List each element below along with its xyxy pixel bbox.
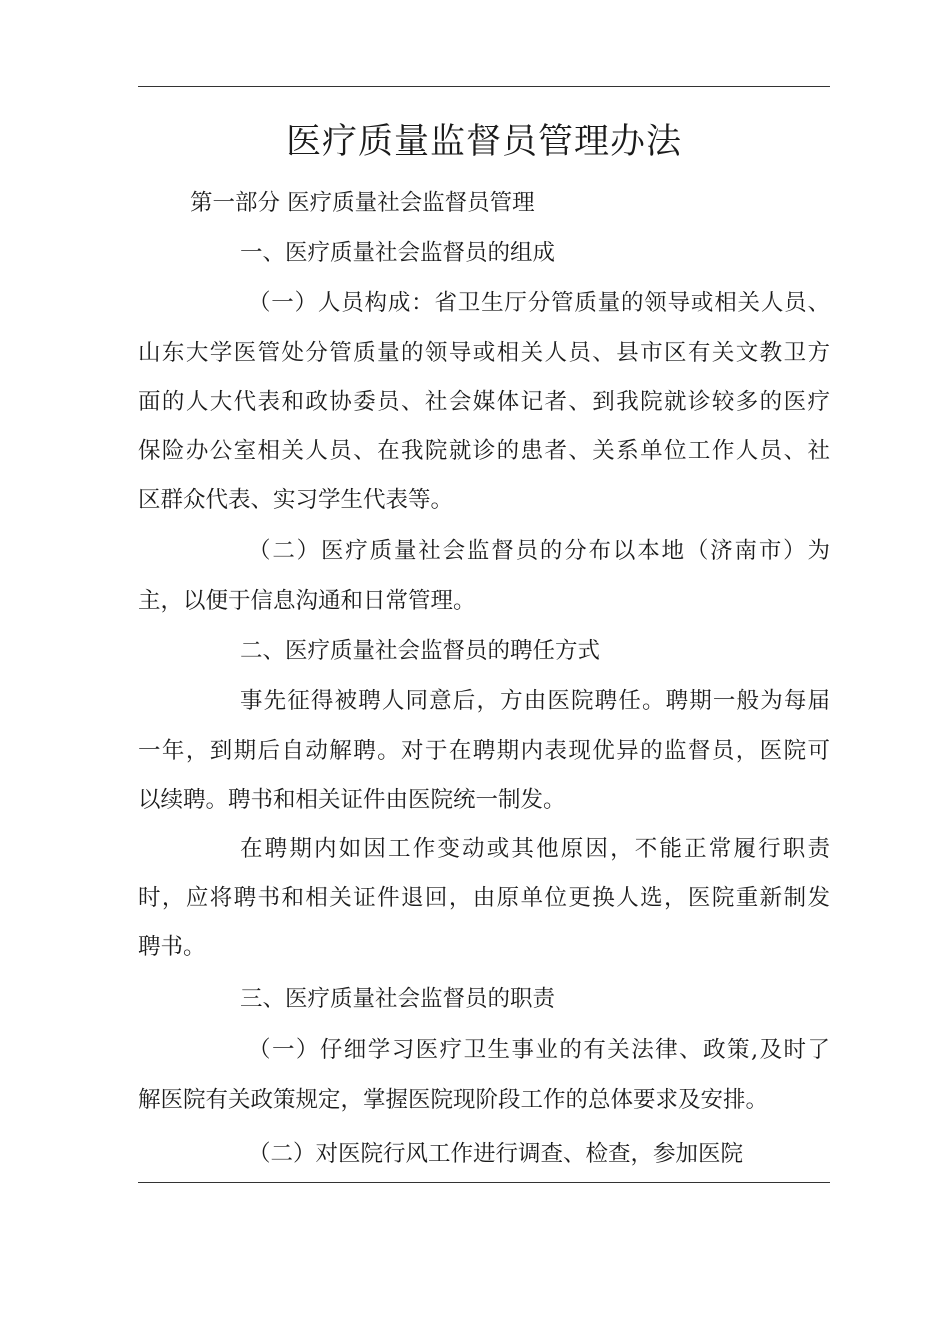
paragraph-line: 事先征得被聘人同意后，方由医院聘任。聘期一般为每届: [240, 688, 830, 714]
header-rule: [138, 86, 830, 87]
paragraph-line: 解医院有关政策规定，掌握医院现阶段工作的总体要求及安排。: [138, 1087, 769, 1113]
paragraph-line: 山东大学医管处分管质量的领导或相关人员、县市区有关文教卫方: [138, 340, 830, 366]
footer-rule: [138, 1182, 830, 1183]
paragraph-line: 面的人大代表和政协委员、社会媒体记者、到我院就诊较多的医疗: [138, 389, 830, 415]
paragraph-line: 时，应将聘书和相关证件退回，由原单位更换人选，医院重新制发: [138, 885, 830, 911]
paragraph-line: （一）人员构成：省卫生厅分管质量的领导或相关人员、: [248, 290, 830, 316]
paragraph-line: 在聘期内如因工作变动或其他原因，不能正常履行职责: [240, 836, 830, 862]
paragraph-line: 区群众代表、实习学生代表等。: [138, 487, 454, 513]
paragraph-line: 主，以便于信息沟通和日常管理。: [138, 588, 476, 614]
section-heading: 一、医疗质量社会监督员的组成: [240, 240, 556, 266]
paragraph-line: （二）医疗质量社会监督员的分布以本地（济南市）为: [248, 538, 830, 564]
part-heading: 第一部分 医疗质量社会监督员管理: [190, 190, 535, 216]
document-title: 医疗质量监督员管理办法: [285, 122, 682, 162]
section-heading: 二、医疗质量社会监督员的聘任方式: [240, 638, 601, 664]
paragraph-line: 以续聘。聘书和相关证件由医院统一制发。: [138, 787, 566, 813]
section-heading: 三、医疗质量社会监督员的职责: [240, 986, 556, 1012]
paragraph-line: 一年，到期后自动解聘。对于在聘期内表现优异的监督员，医院可: [138, 738, 830, 764]
paragraph-line: 保险办公室相关人员、在我院就诊的患者、关系单位工作人员、社: [138, 438, 830, 464]
paragraph-line: 聘书。: [138, 934, 206, 960]
paragraph-line: （二）对医院行风工作进行调查、检查，参加医院: [248, 1141, 744, 1167]
paragraph-line: （一）仔细学习医疗卫生事业的有关法律、政策,及时了: [248, 1037, 830, 1063]
